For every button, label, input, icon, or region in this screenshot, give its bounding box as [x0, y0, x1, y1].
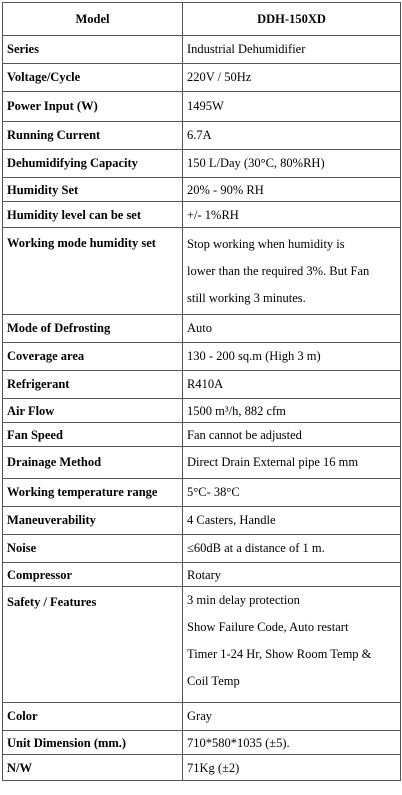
table-row: [3, 178, 401, 202]
row-label: Working temperature range: [3, 479, 183, 507]
table-row: [3, 703, 401, 731]
row-label: Power Input (W): [3, 92, 183, 122]
row-label: Voltage/Cycle: [3, 64, 183, 92]
table-row: [3, 447, 401, 479]
table-header-row: [3, 3, 401, 36]
row-value: 71Kg (±2): [183, 755, 401, 781]
row-label: Maneuverability: [3, 507, 183, 535]
table-row: [3, 64, 401, 92]
row-value: R410A: [183, 371, 401, 399]
row-value: Auto: [183, 315, 401, 343]
table-row: [3, 150, 401, 178]
row-value: Stop working when humidity is lower than the required 3%. But Fan still working 3 minutes.: [183, 228, 401, 315]
table-row: [3, 36, 401, 64]
table-row: [3, 315, 401, 343]
table-row: [3, 755, 401, 781]
row-value: Direct Drain External pipe 16 mm: [183, 447, 401, 479]
table-row: [3, 587, 401, 703]
table-row: [3, 228, 401, 315]
row-label: Refrigerant: [3, 371, 183, 399]
row-value: 6.7A: [183, 122, 401, 150]
row-label: Dehumidifying Capacity: [3, 150, 183, 178]
row-label: Working mode humidity set: [3, 228, 183, 315]
table-row: [3, 122, 401, 150]
row-value: 4 Casters, Handle: [183, 507, 401, 535]
row-value: 3 min delay protection Show Failure Code, Auto restart Timer 1-24 Hr, Show Room Temp & Coil Temp: [183, 587, 401, 703]
row-label: Compressor: [3, 563, 183, 587]
header-model-value: DDH-150XD: [183, 3, 401, 36]
row-label: Coverage area: [3, 343, 183, 371]
row-label: Series: [3, 36, 183, 64]
row-value: +/- 1%RH: [183, 202, 401, 228]
header-model-label: Model: [3, 3, 183, 36]
row-value: 150 L/Day (30°C, 80%RH): [183, 150, 401, 178]
table-row: [3, 535, 401, 563]
table-row: [3, 731, 401, 755]
row-value: 130 - 200 sq.m (High 3 m): [183, 343, 401, 371]
row-label: Noise: [3, 535, 183, 563]
table-row: [3, 202, 401, 228]
row-value: Gray: [183, 703, 401, 731]
row-label: Humidity level can be set: [3, 202, 183, 228]
row-label: Humidity Set: [3, 178, 183, 202]
row-label: Air Flow: [3, 399, 183, 423]
row-label: N/W: [3, 755, 183, 781]
row-value: Industrial Dehumidifier: [183, 36, 401, 64]
row-label: Drainage Method: [3, 447, 183, 479]
spec-sheet: [2, 2, 400, 781]
row-value: 1495W: [183, 92, 401, 122]
row-label: Color: [3, 703, 183, 731]
row-label: Running Current: [3, 122, 183, 150]
table-row: [3, 371, 401, 399]
table-row: [3, 92, 401, 122]
row-label: Fan Speed: [3, 423, 183, 447]
row-label: Safety / Features: [3, 587, 183, 703]
table-row: [3, 343, 401, 371]
row-value: 5°C- 38°C: [183, 479, 401, 507]
row-value: 220V / 50Hz: [183, 64, 401, 92]
row-value: ≤60dB at a distance of 1 m.: [183, 535, 401, 563]
table-row: [3, 399, 401, 423]
table-row: [3, 563, 401, 587]
table-row: [3, 423, 401, 447]
table-row: [3, 479, 401, 507]
table-row: [3, 507, 401, 535]
row-label: Unit Dimension (mm.): [3, 731, 183, 755]
row-value: Rotary: [183, 563, 401, 587]
row-value: 1500 m³/h, 882 cfm: [183, 399, 401, 423]
row-value: 710*580*1035 (±5).: [183, 731, 401, 755]
spec-table: [2, 2, 401, 781]
row-label: Mode of Defrosting: [3, 315, 183, 343]
row-value: 20% - 90% RH: [183, 178, 401, 202]
row-value: Fan cannot be adjusted: [183, 423, 401, 447]
